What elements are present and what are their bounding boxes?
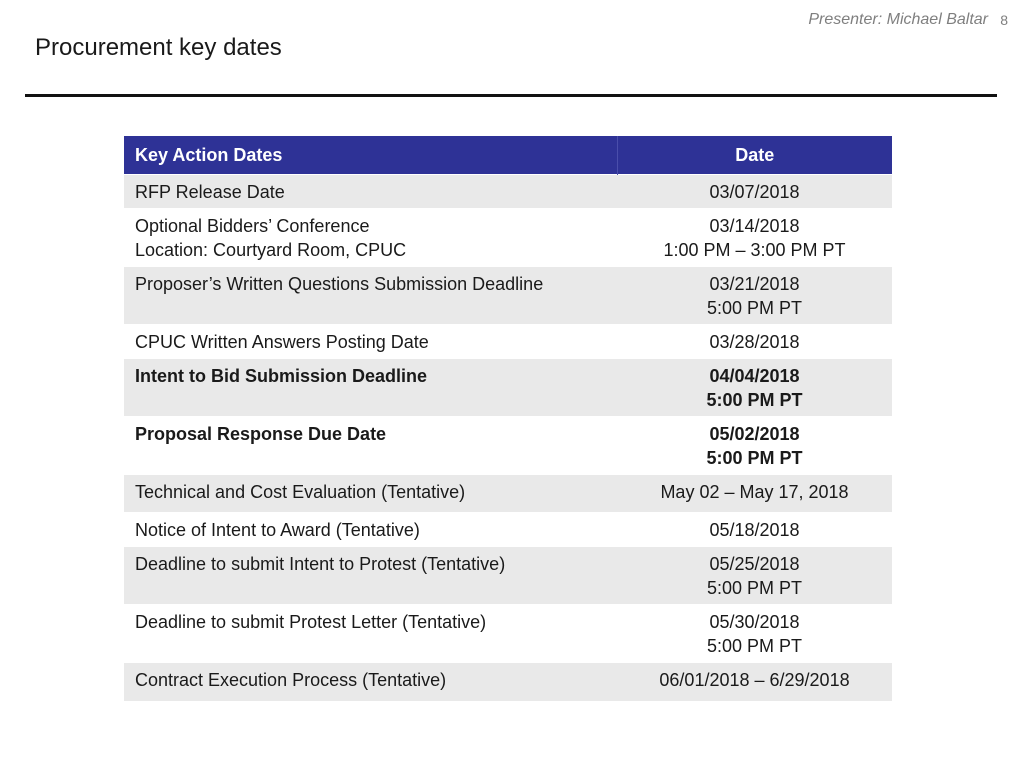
column-header-date: Date [617, 136, 892, 175]
table-row [124, 267, 892, 325]
table-row [124, 513, 892, 547]
date-cell [617, 547, 892, 605]
table-row [124, 359, 892, 417]
action-text: Intent to Bid Submission Deadline [135, 366, 428, 386]
date-text: 05/18/2018 [709, 520, 800, 540]
action-text: Optional Bidders’ Conference [135, 216, 370, 236]
table-row [124, 475, 892, 513]
page-title: Procurement key dates [35, 34, 282, 61]
table-row [124, 417, 892, 475]
date-cell [617, 325, 892, 359]
presenter-label: Presenter: Michael Baltar [808, 11, 988, 28]
date-cell [617, 605, 892, 663]
date-text: 03/07/2018 [709, 182, 800, 202]
date-text: 05/25/2018 [709, 554, 800, 574]
date-text: 1:00 PM – 3:00 PM PT [663, 240, 846, 260]
table-row [124, 663, 892, 701]
date-cell [617, 513, 892, 547]
date-cell [617, 359, 892, 417]
action-text: CPUC Written Answers Posting Date [135, 332, 429, 352]
date-text: 5:00 PM PT [706, 448, 803, 468]
action-cell [124, 325, 617, 359]
date-text: 05/02/2018 [709, 424, 800, 444]
table-row [124, 175, 892, 209]
date-text: 5:00 PM PT [706, 578, 803, 598]
action-cell [124, 663, 617, 701]
action-cell [124, 605, 617, 663]
date-text: 05/30/2018 [709, 612, 800, 632]
key-dates-table [124, 136, 892, 701]
action-cell [124, 475, 617, 513]
action-text: Deadline to submit Protest Letter (Tentative) [135, 612, 487, 632]
date-cell [617, 475, 892, 513]
table-row [124, 605, 892, 663]
page-number: 8 [1000, 12, 1008, 28]
date-cell [617, 175, 892, 209]
date-text: 5:00 PM PT [706, 298, 803, 318]
action-cell [124, 417, 617, 475]
action-text: Proposer’s Written Questions Submission Deadline [135, 274, 544, 294]
date-cell [617, 663, 892, 701]
action-cell [124, 209, 617, 267]
date-text: 5:00 PM PT [706, 390, 803, 410]
date-text: 03/14/2018 [709, 216, 800, 236]
title-divider [25, 94, 997, 97]
date-cell [617, 267, 892, 325]
date-text: 5:00 PM PT [706, 636, 803, 656]
action-text: Deadline to submit Intent to Protest (Tentative) [135, 554, 506, 574]
action-cell [124, 175, 617, 209]
date-text: 03/21/2018 [709, 274, 800, 294]
date-text: 04/04/2018 [709, 366, 800, 386]
action-text: Contract Execution Process (Tentative) [135, 670, 447, 690]
table-header-row [124, 136, 892, 175]
action-cell [124, 359, 617, 417]
action-cell [124, 267, 617, 325]
table-row [124, 209, 892, 267]
action-text: Location: Courtyard Room, CPUC [135, 240, 407, 260]
action-text: Technical and Cost Evaluation (Tentative) [135, 482, 466, 502]
action-cell [124, 547, 617, 605]
date-cell [617, 417, 892, 475]
table-row [124, 325, 892, 359]
action-text: Proposal Response Due Date [135, 424, 387, 444]
column-header-action: Key Action Dates [124, 136, 617, 175]
action-text: RFP Release Date [135, 182, 285, 202]
date-text: 06/01/2018 – 6/29/2018 [659, 670, 850, 690]
date-cell [617, 209, 892, 267]
table-row [124, 547, 892, 605]
action-cell [124, 513, 617, 547]
date-text: 03/28/2018 [709, 332, 800, 352]
action-text: Notice of Intent to Award (Tentative) [135, 520, 420, 540]
date-text: May 02 – May 17, 2018 [660, 482, 849, 502]
